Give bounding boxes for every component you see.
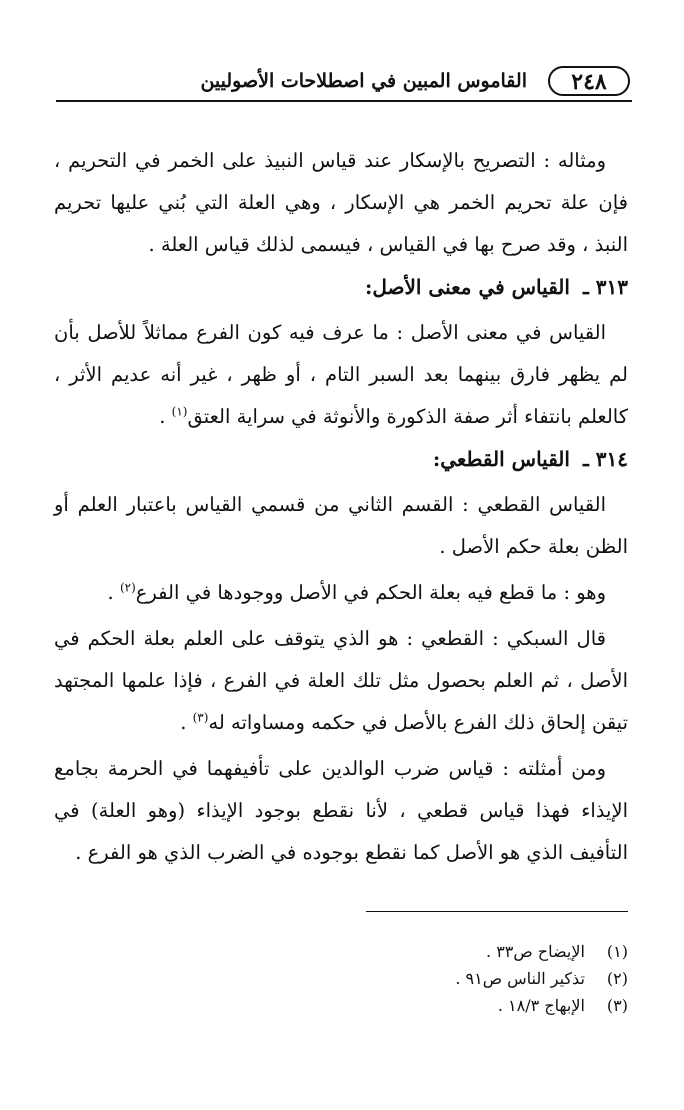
footnote-ref-2[interactable]: (٢)	[119, 580, 136, 595]
page-number-badge: ٢٤٨	[548, 66, 630, 96]
footnote-separator	[366, 911, 628, 912]
paragraph-text: القياس في معنى الأصل : ما عرف فيه كون الفرع مماثلاً للأصل بأن لم يظهر فارق بينهما بعد السبر التام ، أو ظهر ، غير أنه عديم الأثر ، كالعلم بانتفاء أثر صفة الذكورة والأنوثة في سراية العتق	[54, 321, 628, 428]
section-number: ٣١٣ ـ	[582, 275, 628, 299]
footnote-text: الإبهاج ١٨/٣ .	[497, 996, 585, 1015]
footnote-number: (٢)	[606, 969, 628, 988]
paragraph-313	[54, 312, 628, 438]
paragraph-example: ومثاله : التصريح بالإسكار عند قياس النبيذ على الخمر في التحريم ، فإن علة تحريم الخمر هي الإسكار ، وهي العلة التي بُني عليها تحريم النبذ ، وقد صرح بها في القياس ، فيسمى لذلك قياس العلة .	[54, 149, 628, 256]
section-heading-314	[54, 438, 628, 480]
footnote-3	[54, 992, 628, 1019]
section-heading-313	[54, 266, 628, 308]
footnote-number: (١)	[606, 942, 628, 961]
paragraph-314-subki	[54, 618, 628, 744]
section-number: ٣١٤ ـ	[582, 447, 628, 471]
header-rule	[56, 100, 632, 102]
paragraph-end: .	[107, 581, 120, 604]
page-body	[54, 140, 628, 874]
paragraph-314-meaning	[54, 572, 628, 614]
footnote-text: تذكير الناس ص٩١ .	[455, 969, 585, 988]
running-title: القاموس المبين في اصطلاحات الأصوليين	[200, 70, 527, 92]
footnote-number: (٣)	[606, 996, 628, 1015]
paragraph-end: .	[159, 405, 172, 428]
footnote-1	[54, 938, 628, 965]
footnote-2	[54, 965, 628, 992]
page-header	[56, 64, 632, 102]
footnotes	[54, 938, 628, 1019]
section-title: القياس في معنى الأصل:	[364, 275, 570, 299]
paragraph-314-definition: القياس القطعي : القسم الثاني من قسمي القياس باعتبار العلم أو الظن بعلة حكم الأصل .	[54, 493, 628, 558]
paragraph-314-examples: ومن أمثلته : قياس ضرب الوالدين على تأفيفهما في الحرمة بجامع الإيذاء فهذا قياس قطعي ، لأنا نقطع بوجود الإيذاء (وهو العلة) في التأفيف الذي هو الأصل كما نقطع بوجوده في الضرب الذي هو الفرع .	[54, 757, 628, 864]
paragraph-text: وهو : ما قطع فيه بعلة الحكم في الأصل ووجودها في الفرع	[135, 581, 606, 604]
paragraph-end: .	[180, 711, 193, 734]
footnote-text: الإيضاح ص٣٣ .	[486, 942, 585, 961]
paragraph-text: قال السبكي : القطعي : هو الذي يتوقف على العلم بعلة الحكم في الأصل ، ثم العلم بحصول مثل تلك العلة في الفرع ، فإذا علمها المجتهد تيقن إلحاق ذلك الفرع بالأصل في حكمه ومساواته له	[54, 627, 628, 734]
footnote-ref-1[interactable]: (١)	[171, 404, 188, 419]
section-title: القياس القطعي:	[432, 447, 570, 471]
footnote-ref-3[interactable]: (٣)	[192, 710, 209, 725]
